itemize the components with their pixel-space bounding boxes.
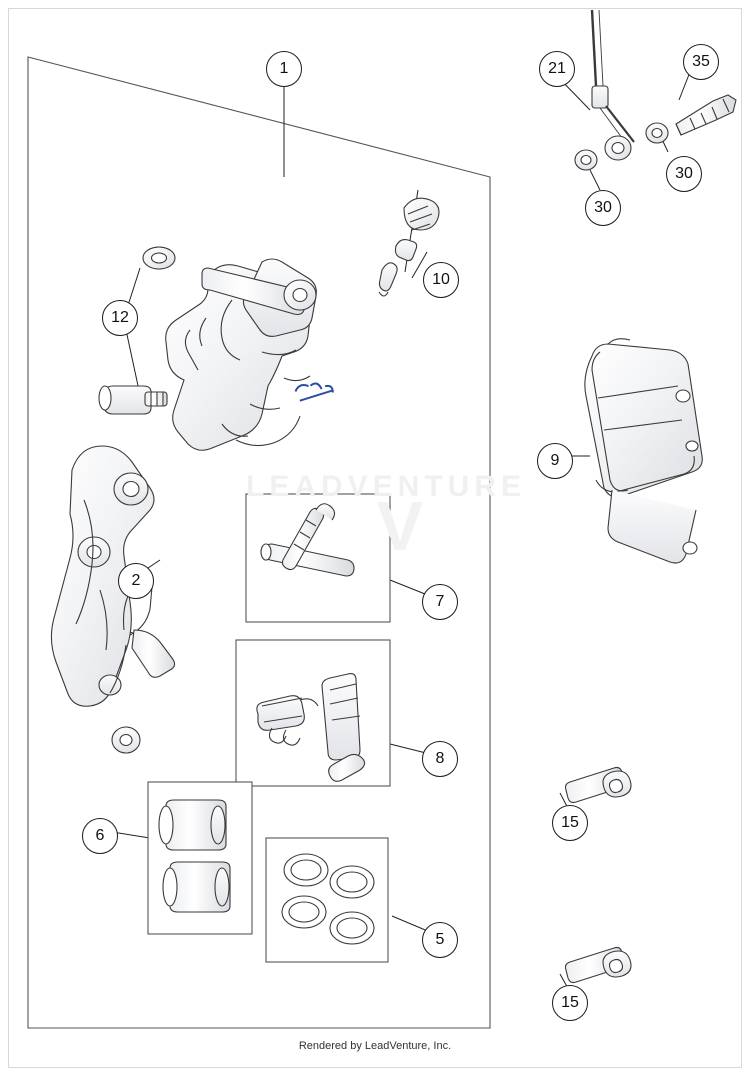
callout-15-lower[interactable]: 15: [552, 985, 588, 1021]
part-35-banjo-bolt: [676, 95, 736, 135]
callout-15-upper[interactable]: 15: [552, 805, 588, 841]
part-2-caliper-bracket: [51, 446, 174, 753]
callout-10[interactable]: 10: [423, 262, 459, 298]
callout-9[interactable]: 9: [537, 443, 573, 479]
callout-30-lower[interactable]: 30: [585, 190, 621, 226]
callout-30-upper[interactable]: 30: [666, 156, 702, 192]
callout-8[interactable]: 8: [422, 741, 458, 777]
part-6-piston-box: [148, 782, 252, 934]
part-5-seal-kit-box: [266, 838, 388, 962]
watermark-mark-icon: V: [376, 487, 424, 565]
part-1-caliper-body: [166, 259, 333, 450]
callout-35[interactable]: 35: [683, 44, 719, 80]
part-21-brake-hose: [592, 10, 634, 160]
part-8-spring-kit-box: [236, 640, 390, 786]
callout-5[interactable]: 5: [422, 922, 458, 958]
callout-21[interactable]: 21: [539, 51, 575, 87]
callout-6[interactable]: 6: [82, 818, 118, 854]
footer-credit: Rendered by LeadVenture, Inc.: [298, 1040, 452, 1052]
part-7-pin-kit-box: [246, 494, 390, 622]
callout-1[interactable]: 1: [266, 51, 302, 87]
callout-7[interactable]: 7: [422, 584, 458, 620]
part-15-bolt-lower: [566, 948, 632, 983]
part-9-brake-pads: [585, 339, 702, 563]
callout-12[interactable]: 12: [102, 300, 138, 336]
part-15-bolt-upper: [566, 768, 632, 803]
watermark-text: LEADVENTURE: [245, 470, 526, 503]
callout-2[interactable]: 2: [118, 563, 154, 599]
